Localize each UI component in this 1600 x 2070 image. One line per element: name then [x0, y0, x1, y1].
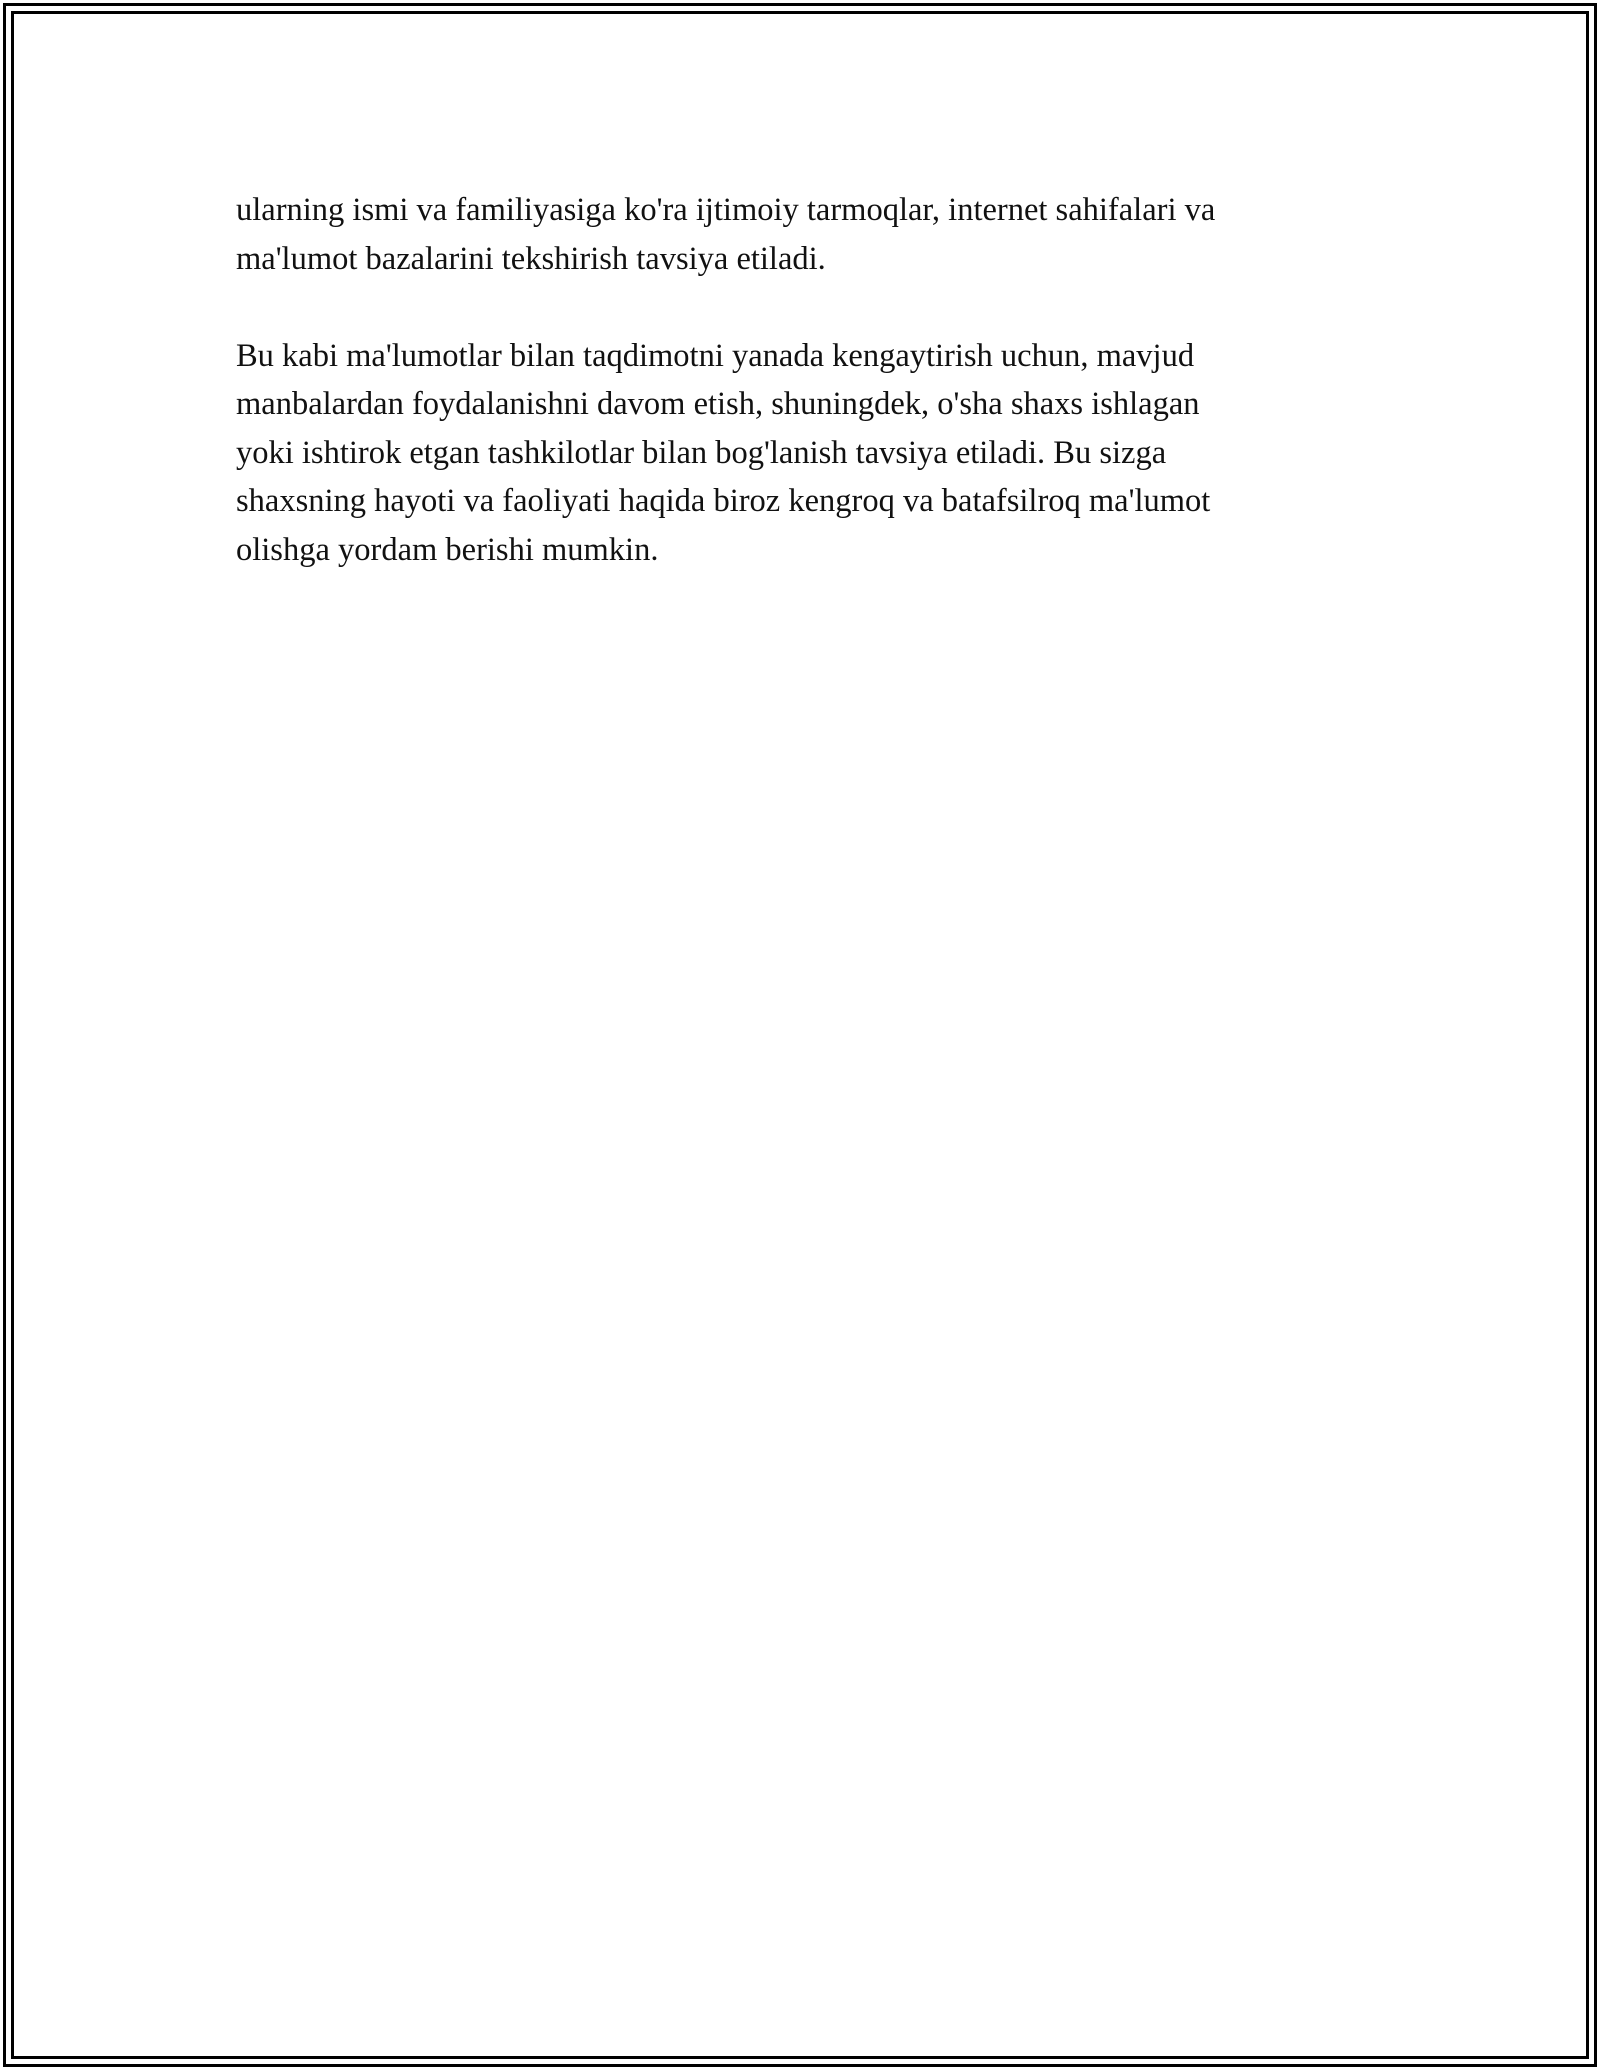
- paragraph-line: shaxsning hayoti va faoliyati haqida biroz kengroq va batafsilroq ma'lumot: [236, 483, 1211, 519]
- document-body: [236, 186, 1366, 574]
- paragraph-line: olishga yordam berishi mumkin.: [236, 531, 659, 568]
- paragraph-line: Bu kabi ma'lumotlar bilan taqdimotni yanada kengaytirish uchun, mavjud: [236, 337, 1195, 374]
- paragraph-line: manbalardan foydalanishni davom etish, shuningdek, o'sha shaxs ishlagan: [236, 386, 1200, 422]
- paragraph-line: ma'lumot bazalarini tekshirish tavsiya etiladi.: [236, 240, 826, 277]
- paragraph-line: yoki ishtirok etgan tashkilotlar bilan bog'lanish tavsiya etiladi. Bu sizga: [236, 434, 1167, 471]
- paragraph-line: ularning ismi va familiyasiga ko'ra ijtimoiy tarmoqlar, internet sahifalari va: [236, 192, 1216, 228]
- paragraph-1: [236, 186, 1366, 283]
- paragraph-2: [236, 332, 1366, 575]
